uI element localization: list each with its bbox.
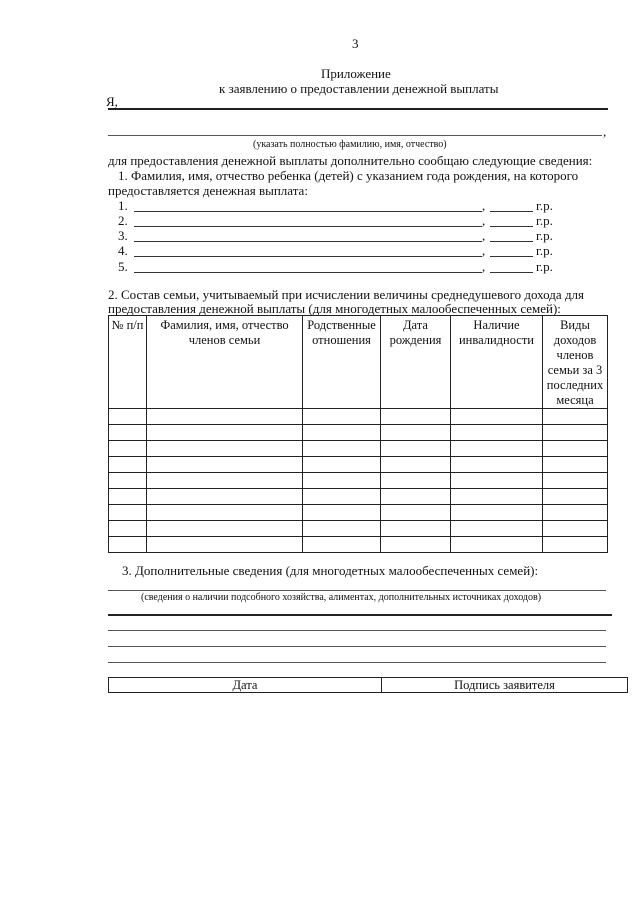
col-income-header: Виды доходов членов семьи за 3 последних месяца (543, 316, 608, 409)
table-cell[interactable] (303, 505, 381, 521)
table-cell[interactable] (381, 473, 451, 489)
additional-info-line-3[interactable] (108, 646, 606, 647)
table-cell[interactable] (451, 505, 543, 521)
table-cell[interactable] (543, 505, 608, 521)
child-row-number: 3. (118, 228, 128, 243)
table-cell[interactable] (543, 521, 608, 537)
appendix-title: Приложение (321, 66, 391, 81)
child-year-field[interactable] (490, 211, 533, 212)
table-row (109, 489, 608, 505)
table-cell[interactable] (543, 441, 608, 457)
table-cell[interactable] (381, 521, 451, 537)
table-cell[interactable] (543, 457, 608, 473)
table-cell[interactable] (543, 425, 608, 441)
table-cell[interactable] (381, 489, 451, 505)
child-year-field[interactable] (490, 241, 533, 242)
table-row (109, 521, 608, 537)
table-cell[interactable] (451, 489, 543, 505)
date-field[interactable]: Дата (109, 678, 382, 693)
table-cell[interactable] (451, 537, 543, 553)
child-row-number: 5. (118, 259, 128, 274)
child-row-number: 1. (118, 198, 128, 213)
section1-line1: 1. Фамилия, имя, отчество ребенка (детей) с указанием года рождения, на которого (118, 168, 579, 183)
child-row-suffix: г.р. (536, 243, 553, 258)
table-cell[interactable] (109, 489, 147, 505)
table-row (109, 425, 608, 441)
table-cell[interactable] (451, 441, 543, 457)
table-cell[interactable] (381, 425, 451, 441)
table-cell[interactable] (109, 537, 147, 553)
table-cell[interactable] (381, 537, 451, 553)
child-year-field[interactable] (490, 226, 533, 227)
table-cell[interactable] (543, 537, 608, 553)
table-cell[interactable] (381, 505, 451, 521)
applicant-signature-field[interactable]: Подпись заявителя (382, 678, 628, 693)
applicant-name-line[interactable] (108, 108, 608, 110)
child-row-number: 4. (118, 243, 128, 258)
table-cell[interactable] (451, 457, 543, 473)
table-cell[interactable] (109, 441, 147, 457)
table-cell[interactable] (147, 425, 303, 441)
table-cell[interactable] (303, 473, 381, 489)
additional-info-line-4[interactable] (108, 662, 606, 663)
child-row-suffix: г.р. (536, 198, 553, 213)
child-row-suffix: г.р. (536, 228, 553, 243)
table-cell[interactable] (303, 441, 381, 457)
table-cell[interactable] (109, 409, 147, 425)
table-row (109, 505, 608, 521)
table-cell[interactable] (147, 409, 303, 425)
table-cell[interactable] (381, 441, 451, 457)
table-cell[interactable] (543, 489, 608, 505)
child-name-field[interactable] (134, 211, 482, 212)
table-cell[interactable] (451, 521, 543, 537)
appendix-subtitle: к заявлению о предоставлении денежной выплаты (219, 81, 499, 96)
table-cell[interactable] (303, 425, 381, 441)
table-row (109, 457, 608, 473)
table-cell[interactable] (147, 457, 303, 473)
table-row (109, 473, 608, 489)
table-cell[interactable] (303, 521, 381, 537)
table-cell[interactable] (451, 425, 543, 441)
col-number-header: № п/п (109, 316, 147, 409)
table-cell[interactable] (303, 457, 381, 473)
table-cell[interactable] (147, 489, 303, 505)
child-row-comma: , (482, 228, 486, 243)
family-table (108, 315, 608, 553)
page-number: 3 (352, 36, 359, 51)
child-row-suffix: г.р. (536, 213, 553, 228)
table-cell[interactable] (543, 473, 608, 489)
additional-info-line-1[interactable] (108, 614, 612, 616)
table-cell[interactable] (451, 409, 543, 425)
signature-table (108, 677, 628, 693)
col-disability-header: Наличие инвалидности (451, 316, 543, 409)
applicant-hint: (указать полностью фамилию, имя, отчество) (253, 139, 447, 150)
col-birthdate-header: Дата рождения (381, 316, 451, 409)
child-row-comma: , (482, 213, 486, 228)
section2-line1: 2. Состав семьи, учитываемый при исчислении величины среднедушевого дохода для (108, 287, 585, 302)
intro-text: для предоставления денежной выплаты дополнительно сообщаю следующие сведения: (108, 153, 593, 168)
section3-hint: (сведения о наличии подсобного хозяйства, алиментах, дополнительных источниках доходов) (141, 592, 542, 603)
child-year-field[interactable] (490, 256, 533, 257)
table-cell[interactable] (303, 409, 381, 425)
child-row-comma: , (482, 198, 486, 213)
table-cell[interactable] (147, 537, 303, 553)
table-cell[interactable] (109, 505, 147, 521)
child-row-comma: , (482, 259, 486, 274)
table-cell[interactable] (147, 521, 303, 537)
table-cell[interactable] (147, 505, 303, 521)
child-row-comma: , (482, 243, 486, 258)
child-name-field[interactable] (134, 256, 482, 257)
applicant-prefix: Я, (106, 94, 118, 109)
table-cell[interactable] (109, 521, 147, 537)
section3-title: 3. Дополнительные сведения (для многодетных малообеспеченных семей): (122, 563, 539, 578)
section2-line2: предоставления денежной выплаты (для многодетных малообеспеченных семей): (108, 301, 561, 316)
child-year-field[interactable] (490, 272, 533, 273)
table-cell[interactable] (303, 489, 381, 505)
child-name-field[interactable] (134, 241, 482, 242)
additional-info-line-2[interactable] (108, 630, 606, 631)
col-relation-header: Родственные отношения (303, 316, 381, 409)
child-row-suffix: г.р. (536, 259, 553, 274)
table-cell[interactable] (303, 537, 381, 553)
table-row (109, 409, 608, 425)
section1-line2: предоставляется денежная выплата: (108, 183, 308, 198)
additional-info-line-0[interactable] (108, 590, 606, 591)
table-cell[interactable] (147, 441, 303, 457)
table-cell[interactable] (451, 473, 543, 489)
table-cell[interactable] (381, 409, 451, 425)
table-row (109, 441, 608, 457)
child-name-field[interactable] (134, 272, 482, 273)
applicant-name-line-2[interactable] (108, 135, 602, 136)
table-cell[interactable] (109, 457, 147, 473)
child-name-field[interactable] (134, 226, 482, 227)
table-cell[interactable] (109, 473, 147, 489)
table-cell[interactable] (543, 409, 608, 425)
child-row-number: 2. (118, 213, 128, 228)
col-name-header: Фамилия, имя, отчество членов семьи (147, 316, 303, 409)
table-row (109, 537, 608, 553)
family-table-header (109, 316, 608, 409)
table-cell[interactable] (381, 457, 451, 473)
table-cell[interactable] (147, 473, 303, 489)
applicant-comma: , (603, 124, 607, 139)
table-cell[interactable] (109, 425, 147, 441)
